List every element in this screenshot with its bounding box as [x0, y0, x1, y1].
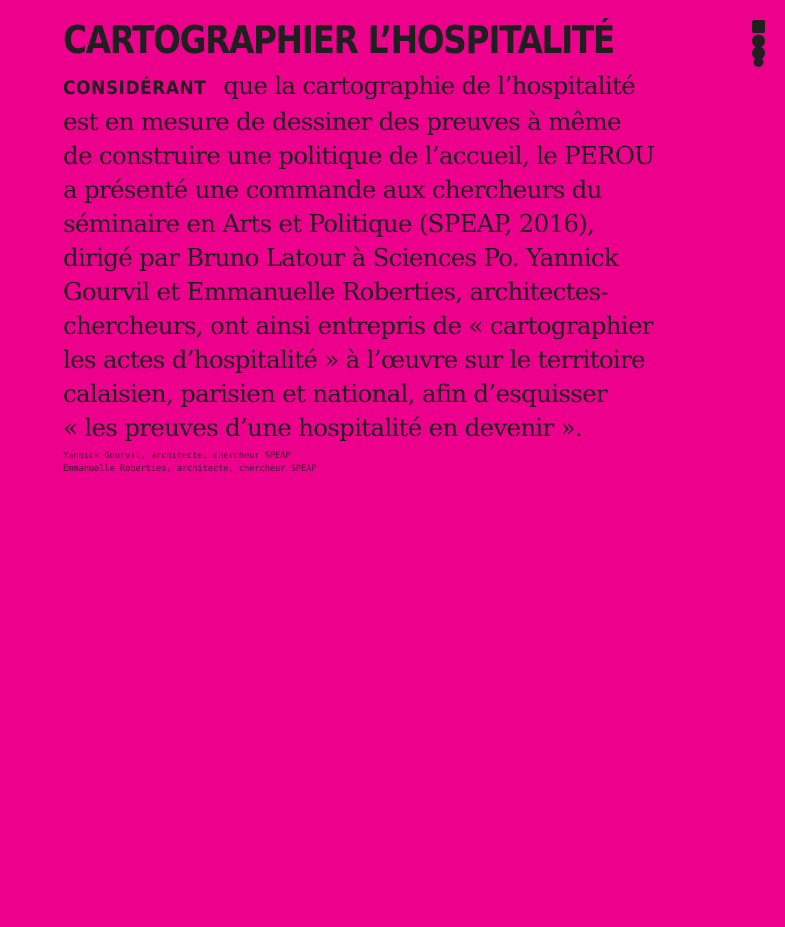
paragraph-line: a présenté une commande aux chercheurs du — [63, 175, 602, 204]
exclamation-dots-icon — [748, 20, 770, 68]
body-paragraph — [63, 69, 768, 445]
paragraph-line: Gourvil et Emmanuelle Roberties, architectes- — [63, 277, 609, 306]
page-title: CARTOGRAPHIER L’HOSPITALITÉ — [63, 18, 614, 62]
paragraph-line: « les preuves d’une hospitalité en devenir ». — [63, 413, 583, 442]
paragraph-line: les actes d’hospitalité » à l’œuvre sur le territoire — [63, 345, 645, 374]
lead-word: CONSIDÉRANT — [63, 77, 207, 99]
paragraph-line-text: que la cartographie de l’hospitalité — [216, 71, 635, 100]
paragraph-line: calaisien, parisien et national, afin d’esquisser — [63, 379, 607, 408]
paragraph-line: dirigé par Bruno Latour à Sciences Po. Yannick — [63, 243, 619, 272]
credit-line: Yannick Gourvil, architecte, chercheur SPEAP — [63, 451, 291, 461]
paragraph-line: est en mesure de dessiner des preuves à même — [63, 107, 621, 136]
paragraph-line: de construire une politique de l’accueil, le PEROU — [63, 141, 655, 170]
paragraph-line: séminaire en Arts et Politique (SPEAP, 2016), — [63, 209, 595, 238]
credit-line: Emmanuelle Roberties, architecte, chercheur SPEAP — [63, 464, 317, 474]
paragraph-line — [63, 69, 768, 105]
author-credits — [63, 450, 317, 476]
paragraph-line: chercheurs, ont ainsi entrepris de « cartographier — [63, 311, 653, 340]
